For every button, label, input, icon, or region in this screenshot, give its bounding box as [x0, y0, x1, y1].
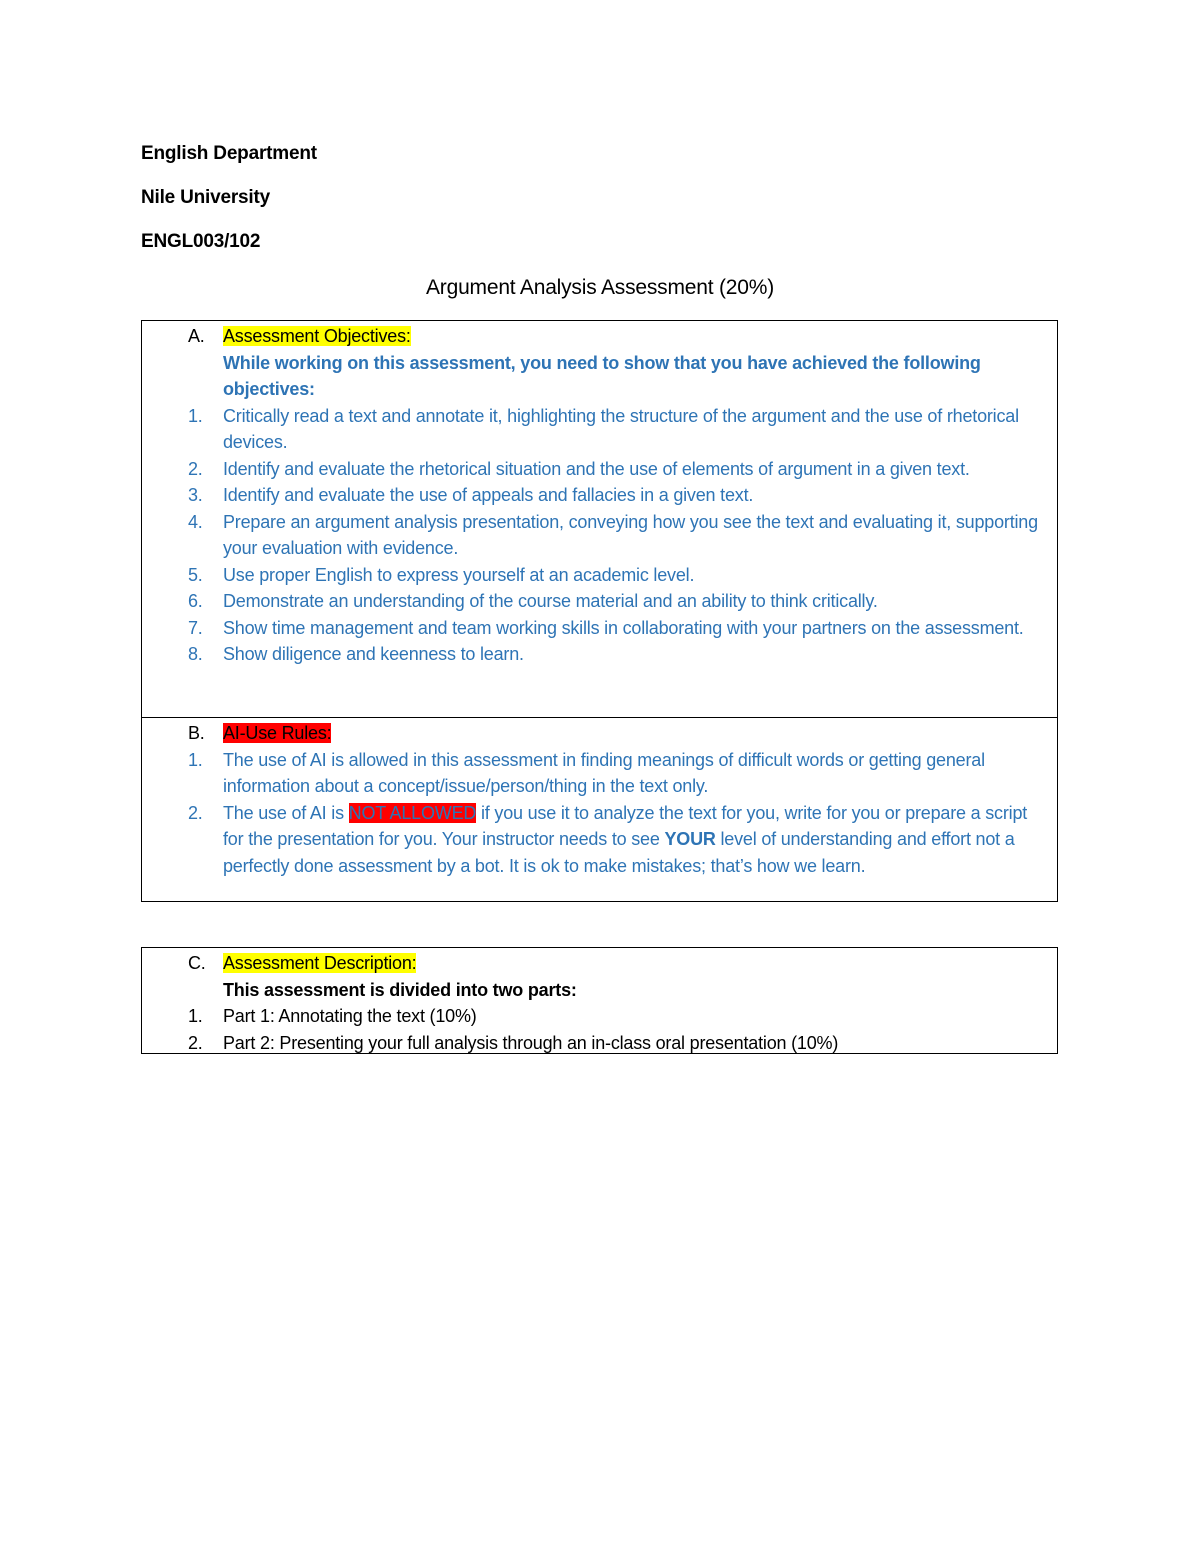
section-a-marker: A.	[188, 326, 205, 346]
document-title: Argument Analysis Assessment (20%)	[425, 276, 775, 299]
objective-item	[142, 641, 1057, 668]
section-c-intro: This assessment is divided into two parts:	[223, 979, 577, 1000]
objective-number: 4.	[188, 511, 203, 532]
objective-text: Use proper English to express yourself at an academic level.	[223, 564, 695, 585]
department-line: English Department	[141, 143, 317, 164]
objective-text: Identify and evaluate the use of appeals and fallacies in a given text.	[223, 485, 754, 505]
section-b-marker: B.	[188, 723, 205, 743]
university-line: Nile University	[141, 187, 270, 208]
objective-text: Identify and evaluate the rhetorical situation and the use of elements of argument in a given text.	[223, 458, 970, 479]
objective-text: Show time management and team working skills in collaborating with your partners on the assessment.	[223, 617, 1024, 638]
objective-item	[142, 588, 1057, 615]
ai-rule-text-before: The use of AI is	[223, 802, 349, 823]
section-a-intro: While working on this assessment, you need to show that you have achieved the following objectives:	[223, 352, 981, 399]
part-item	[142, 1003, 1057, 1030]
objective-text: Show diligence and keenness to learn.	[223, 644, 524, 664]
section-c-description	[142, 948, 1057, 1053]
objective-text: Demonstrate an understanding of the course material and an ability to think critically.	[223, 591, 878, 611]
part-number: 1.	[188, 1006, 203, 1026]
section-c-heading-row	[142, 950, 1057, 977]
section-a-objectives	[142, 321, 1057, 717]
ai-rule-item	[142, 800, 1057, 880]
section-c-marker: C.	[188, 953, 206, 973]
objective-number: 6.	[188, 591, 203, 611]
objective-item	[142, 509, 1057, 562]
objective-number: 8.	[188, 644, 203, 664]
part-number: 2.	[188, 1032, 203, 1053]
ai-rule-number: 2.	[188, 802, 203, 823]
objective-number: 3.	[188, 485, 203, 505]
part-text: Part 1: Annotating the text (10%)	[223, 1006, 477, 1026]
objective-number: 1.	[188, 405, 203, 426]
section-a-heading-row	[142, 323, 1057, 350]
ai-rule-text-after: level of understanding and effort not a perfectly done assessment by a bot. It is ok to make mistakes; that’s how we learn.	[223, 829, 1015, 876]
your-emphasis: YOUR	[664, 829, 716, 849]
objective-item	[142, 403, 1057, 456]
objective-number: 7.	[188, 617, 203, 638]
part-item	[142, 1030, 1057, 1057]
objective-text: Critically read a text and annotate it, highlighting the structure of the argument and the use of rhetorical devices.	[223, 405, 1019, 452]
section-c-heading: Assessment Description:	[223, 953, 417, 973]
section-a-heading: Assessment Objectives:	[223, 326, 411, 346]
objective-number: 2.	[188, 458, 203, 479]
objective-item	[142, 482, 1057, 509]
part-text: Part 2: Presenting your full analysis through an in-class oral presentation (10%)	[223, 1032, 839, 1053]
ai-rule-number: 1.	[188, 749, 203, 770]
objective-item	[142, 615, 1057, 642]
not-allowed-highlight: NOT ALLOWED	[348, 802, 477, 823]
objective-item	[142, 456, 1057, 483]
ai-rule-item	[142, 747, 1057, 800]
section-b-heading-row	[142, 720, 1057, 747]
course-code-line: ENGL003/102	[141, 231, 261, 252]
objective-item	[142, 562, 1057, 589]
objective-text: Prepare an argument analysis presentation, conveying how you see the text and evaluating it, supporting your evaluation with evidence.	[223, 511, 1038, 558]
objective-number: 5.	[188, 564, 203, 585]
objectives-rules-table	[141, 320, 1058, 902]
description-table	[141, 947, 1058, 1054]
section-b-ai-rules	[142, 717, 1057, 901]
section-b-heading: AI-Use Rules:	[223, 723, 332, 743]
ai-rule-text-middle: if you use it to analyze the text for you, write for you or prepare a script for the presentation for you. Your instructor needs to see	[223, 802, 1028, 849]
ai-rule-text: The use of AI is allowed in this assessment in finding meanings of difficult words or getting general information about a concept/issue/person/thing in the text only.	[223, 749, 985, 796]
